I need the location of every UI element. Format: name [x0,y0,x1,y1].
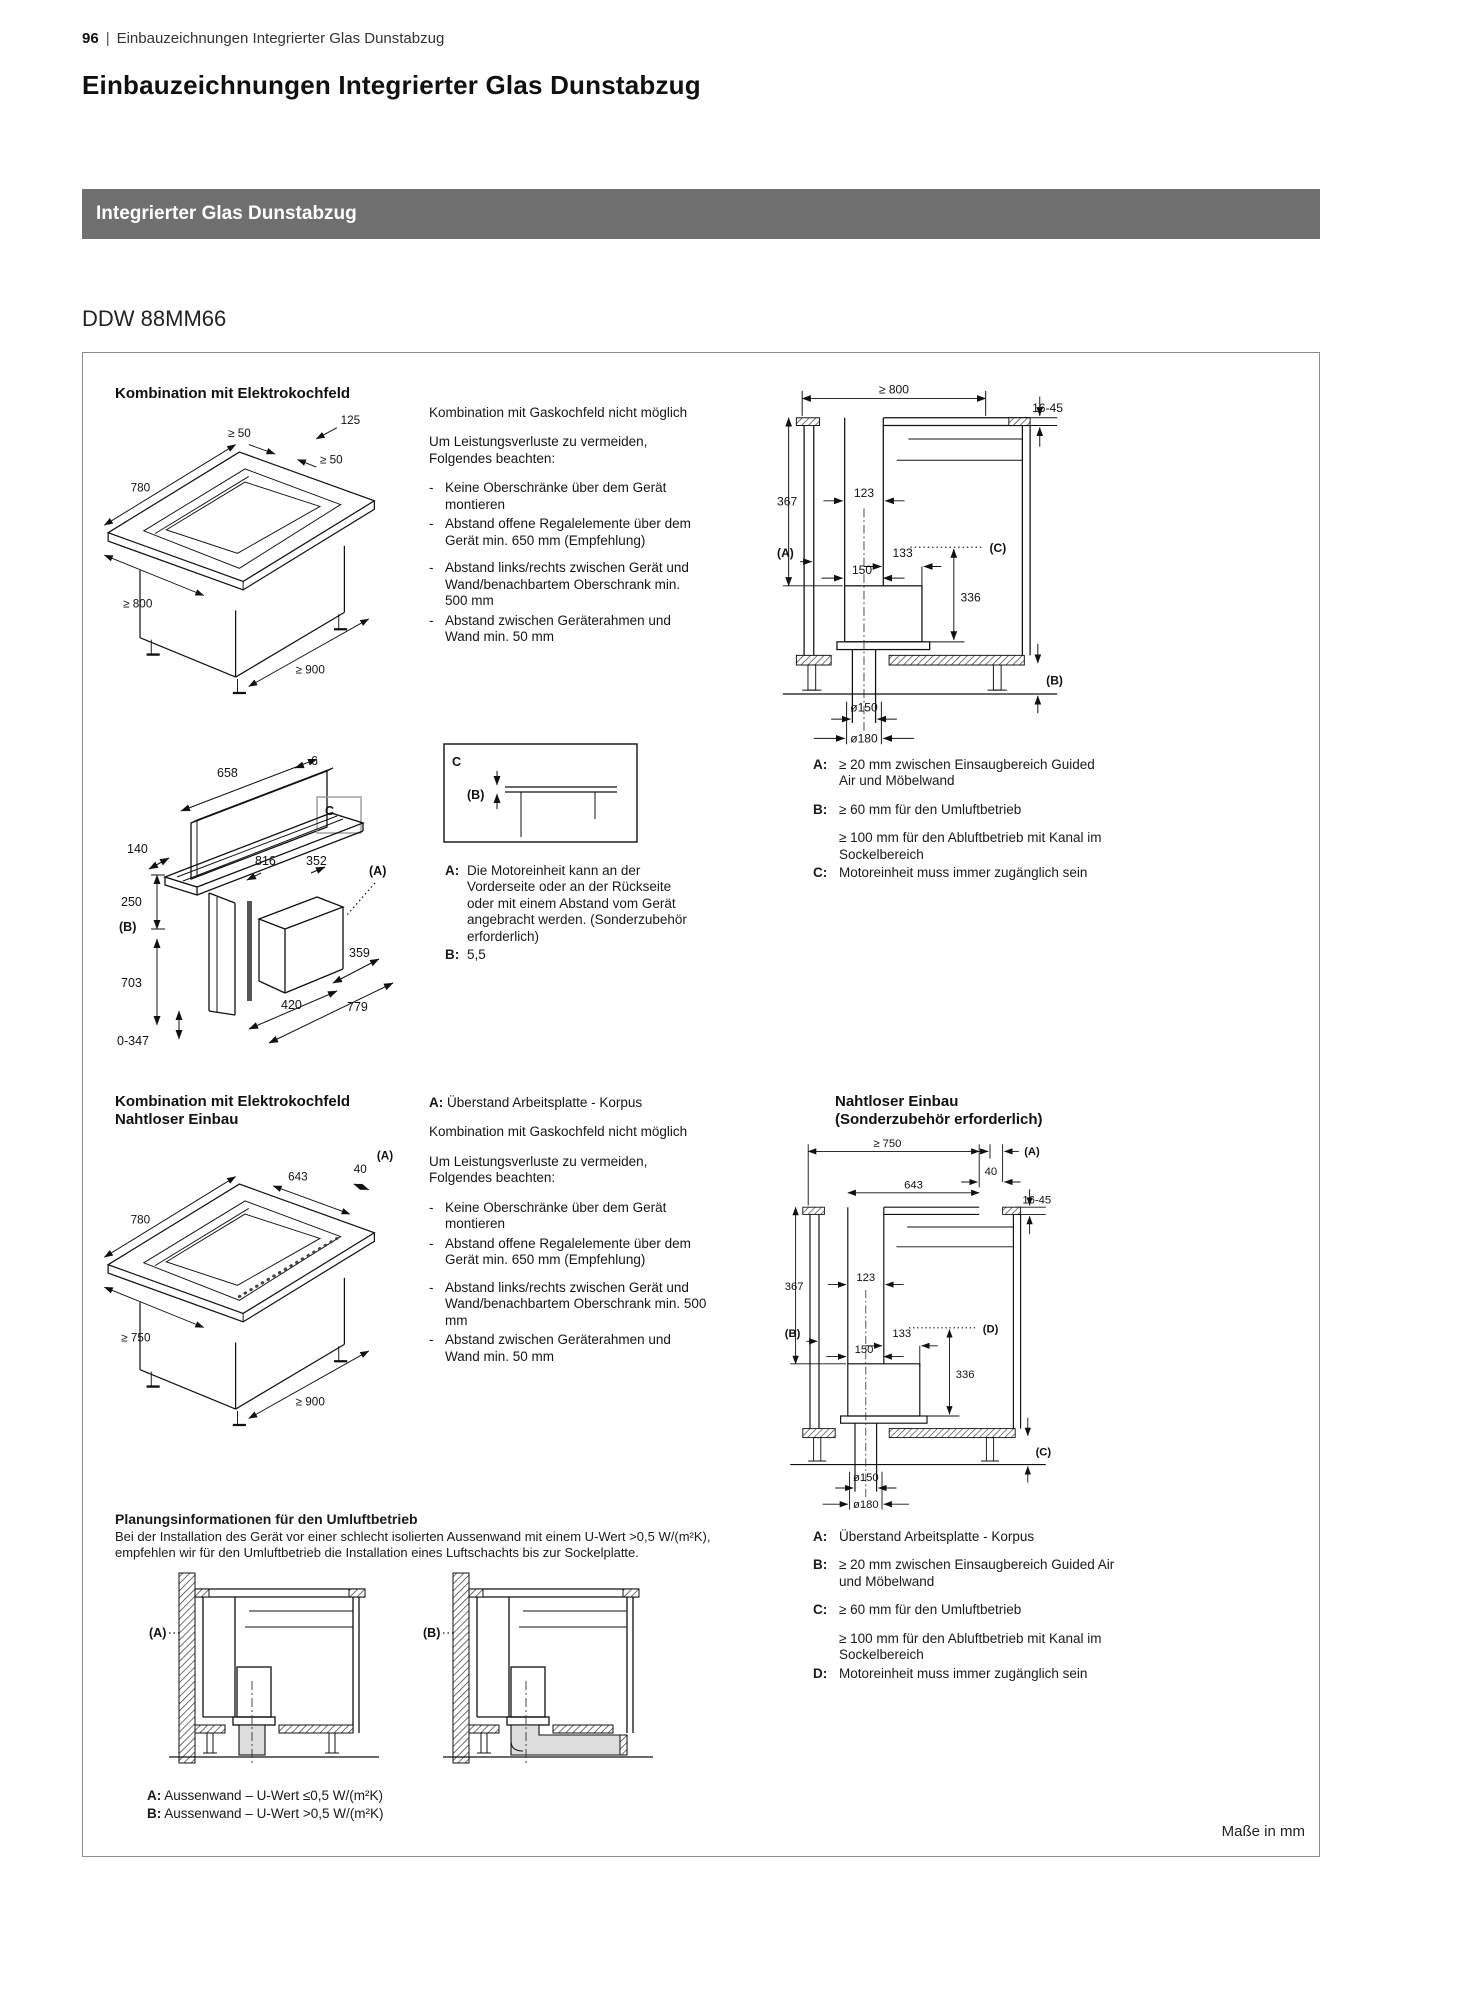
list-item [429,480,697,513]
banner-label: Integrierter Glas Dunstabzug [96,203,357,224]
list-item [429,516,697,549]
label-C-box: C [325,804,335,818]
dim-367: 367 [777,494,798,509]
s3-right-title [835,1093,1043,1129]
s2-notes [445,863,697,976]
note-item [813,757,1113,790]
s1-intro: Um Leistungsverluste zu vermeiden, Folgendes beachten: [429,434,648,466]
model-number: DDW 88MM66 [82,306,227,331]
dim-40: 40 [984,1165,998,1178]
label-B: (B) [119,920,137,934]
note-text: Überstand Arbeitsplatte - Korpus [447,1095,643,1110]
dim-40: 40 [353,1162,367,1176]
s4-heading: Planungsinformationen für den Umluftbetrieb [115,1511,418,1527]
dim-800: ≥ 800 [878,383,909,397]
dim-133: 133 [892,545,913,560]
note-text: Motoreinheit muss immer zugänglich sein [839,865,1088,881]
dim-0-347: 0-347 [117,1034,149,1048]
s4-body: Bei der Installation des Gerät vor einer schlecht isolierten Aussenwand mit einem U-Wert >0,5 W/(m²K), empfehlen wir für den Umluftbetrieb die Installation eines Luftschachts bis zur Sockelplatte. [115,1529,711,1561]
note-text: Die Motoreinheit kann an der Vorderseite oder an der Rückseite oder mit einem Abstand vom Gerät angebracht werden. (Sonderzubehör erforderlich) [467,863,687,944]
note-item [445,863,697,945]
note-item [813,1529,1123,1545]
s3-intro: Um Leistungsverluste zu vermeiden, Folgendes beachten: [429,1153,648,1186]
note-text: ≥ 20 mm zwischen Einsaugbereich Guided Air und Möbelwand [839,1557,1115,1589]
detail-label-C: C [452,755,462,769]
note-text: Motoreinheit muss immer zugänglich sein [839,1665,1088,1681]
bullet-text: Abstand zwischen Geräterahmen und Wand min. 50 mm [445,612,671,645]
s2-iso-drawing [109,743,419,1048]
list-item [429,1200,709,1233]
note-item [813,1666,1123,1682]
s4-block [115,1511,715,1562]
note-text: Überstand Arbeitsplatte - Korpus [839,1529,1035,1544]
note-key: D: [813,1665,828,1681]
dim-816: 816 [255,854,276,868]
s4-diagram-a [149,1571,384,1786]
dim-125: 125 [340,413,361,427]
note-text: ≥ 20 mm zwischen Einsaugbereich Guided Air und Möbelwand [839,757,1095,789]
label-A: (A) [149,1626,167,1640]
dim-643: 643 [288,1170,308,1184]
dim-6: 6 [311,754,318,768]
s3-no-gas: Kombination mit Gaskochfeld nicht möglich [429,1124,688,1140]
s3-left-title-line2: Nahtloser Einbau [115,1111,239,1128]
dim-900: ≥ 900 [295,663,325,677]
s3-right-title-line2: (Sonderzubehör erforderlich) [835,1111,1043,1128]
label-C: (C) [989,541,1007,556]
bullet-dash: - [429,1199,434,1215]
bullet-dash: - [429,560,434,576]
dim-150: 150 [851,563,873,578]
label-B: (B) [784,1327,801,1340]
s3-bullet-list [429,1200,709,1365]
note-key: A: [429,1095,444,1110]
note-key: A: [445,863,460,878]
s1-bullet-list [429,480,697,645]
s3-lineA [429,1095,709,1111]
s1-title: Kombination mit Elektrokochfeld [115,385,351,402]
bullet-dash: - [429,612,434,628]
s1-cross-section [775,383,1065,750]
dim-123: 123 [853,485,875,500]
section-banner [82,189,1320,239]
note-text: ≥ 100 mm für den Abluftbetrieb mit Kanal im Sockelbereich [839,830,1102,862]
note-key: C: [813,865,828,881]
bullet-text: Abstand zwischen Geräterahmen und Wand min. 50 mm [445,1332,671,1364]
bullet-text: Abstand links/rechts zwischen Gerät und Wand/benachbartem Oberschrank min. 500 mm [445,1279,707,1328]
dim-779: 779 [347,1000,368,1014]
bullet-dash: - [429,480,434,496]
s3-cross-section [783,1137,1053,1515]
header-separator: | [105,30,110,47]
list-item [429,613,697,646]
s3-iso-drawing [95,1137,395,1428]
note-text: 5,5 [467,947,486,963]
s3-right-title-line1: Nahtloser Einbau [835,1093,959,1110]
s4-captions [147,1787,383,1822]
note-text: ≥ 60 mm für den Umluftbetrieb [839,1602,1022,1618]
s3-left-title [115,1093,350,1129]
label-D: (D) [982,1323,999,1336]
note-text: ≥ 60 mm für den Umluftbetrieb [839,801,1022,817]
note-key: C: [813,1602,828,1618]
label-B: (B) [1046,673,1063,688]
dim-703: 703 [121,976,142,990]
dim-336: 336 [960,590,981,605]
dim-50a: ≥ 50 [228,427,251,441]
s1-no-gas: Kombination mit Gaskochfeld nicht möglich [429,405,688,420]
note-key: A: [813,757,828,772]
dim-dia180: ø180 [850,731,878,746]
label-B: (B) [423,1626,441,1640]
detail-label-B: (B) [467,788,485,802]
dim-336: 336 [955,1369,975,1382]
note-key: B: [813,801,828,817]
dim-750: ≥ 750 [121,1331,151,1345]
label-A: (A) [376,1149,394,1163]
list-item [429,1236,709,1269]
s4-diagram-b [423,1571,658,1786]
dim-123: 123 [856,1272,876,1284]
s3-left-title-line1: Kombination mit Elektrokochfeld [115,1093,351,1110]
label-A: (A) [1024,1146,1040,1158]
bullet-dash: - [429,516,434,532]
caption-line [147,1805,383,1823]
units-note: Maße in mm [1221,1823,1305,1840]
bullet-dash: - [429,1332,434,1348]
list-item [429,560,697,609]
label-A: (A) [369,864,387,878]
note-key [813,1631,839,1664]
note-item [813,1602,1123,1618]
dim-150: 150 [854,1344,874,1356]
note-key [813,830,839,863]
bullet-dash: - [429,1279,434,1295]
drawing-frame [82,352,1320,1857]
note-key: B: [445,947,460,963]
bullet-text: Abstand links/rechts zwischen Gerät und Wand/benachbartem Oberschrank min. 500 mm [445,560,689,609]
dim-140: 140 [127,842,148,856]
dim-250: 250 [121,895,142,909]
dim-16-45: 16-45 [1032,400,1063,415]
list-item [429,1280,709,1329]
header-breadcrumb: Einbauzeichnungen Integrierter Glas Dunstabzug [116,30,445,47]
label-C: (C) [1035,1446,1052,1459]
bullet-dash: - [429,1235,434,1251]
dim-dia180: ø180 [852,1498,879,1511]
dim-780: 780 [130,481,151,495]
dim-658: 658 [217,766,238,780]
note-text: ≥ 100 mm für den Abluftbetrieb mit Kanal im Sockelbereich [839,1630,1102,1663]
dim-352: 352 [306,854,327,868]
dim-780: 780 [130,1213,151,1227]
caption-key: B: [147,1805,162,1821]
dim-900: ≥ 900 [295,1395,325,1409]
dim-643: 643 [904,1179,923,1192]
note-item [813,865,1113,881]
s3-notes [813,1529,1123,1694]
note-key: A: [813,1529,828,1544]
note-key: B: [813,1557,828,1573]
caption-text: Aussenwand – U-Wert ≤0,5 W/(m²K) [164,1788,383,1803]
note-item [813,802,1113,818]
caption-text: Aussenwand – U-Wert >0,5 W/(m²K) [164,1805,384,1821]
label-A: (A) [777,545,794,560]
note-item [445,947,697,963]
s2-detail-box [443,743,638,843]
caption-line [147,1787,383,1805]
note-item [813,1557,1123,1590]
note-item [813,1631,1123,1664]
dim-16-45: 16-45 [1022,1194,1052,1207]
dim-dia150: ø150 [850,700,878,715]
dim-dia150: ø150 [852,1471,879,1484]
dim-750: ≥ 750 [873,1137,902,1150]
dim-50b: ≥ 50 [320,453,343,467]
dim-800: ≥ 800 [123,597,153,611]
bullet-text: Abstand offene Regalelemente über dem Gerät min. 650 mm (Empfehlung) [445,516,691,548]
s1-text-column [429,405,697,649]
bullet-text: Keine Oberschränke über dem Gerät montieren [445,1199,667,1232]
s1-notes [813,757,1113,894]
bullet-text: Abstand offene Regalelemente über dem Gerät min. 650 mm (Empfehlung) [445,1235,691,1268]
page-number: 96 [82,30,99,47]
dim-359: 359 [349,946,370,960]
bullet-text: Keine Oberschränke über dem Gerät montieren [445,480,667,512]
s1-iso-drawing [95,405,395,696]
page-title: Einbauzeichnungen Integrierter Glas Dunstabzug [82,70,701,100]
caption-key: A: [147,1788,162,1803]
list-item [429,1332,709,1365]
note-item [813,830,1113,863]
page-header [82,30,444,47]
dim-133: 133 [892,1327,912,1340]
dim-367: 367 [784,1281,804,1293]
dim-420: 420 [281,998,302,1012]
s3-text-column [429,1095,709,1368]
